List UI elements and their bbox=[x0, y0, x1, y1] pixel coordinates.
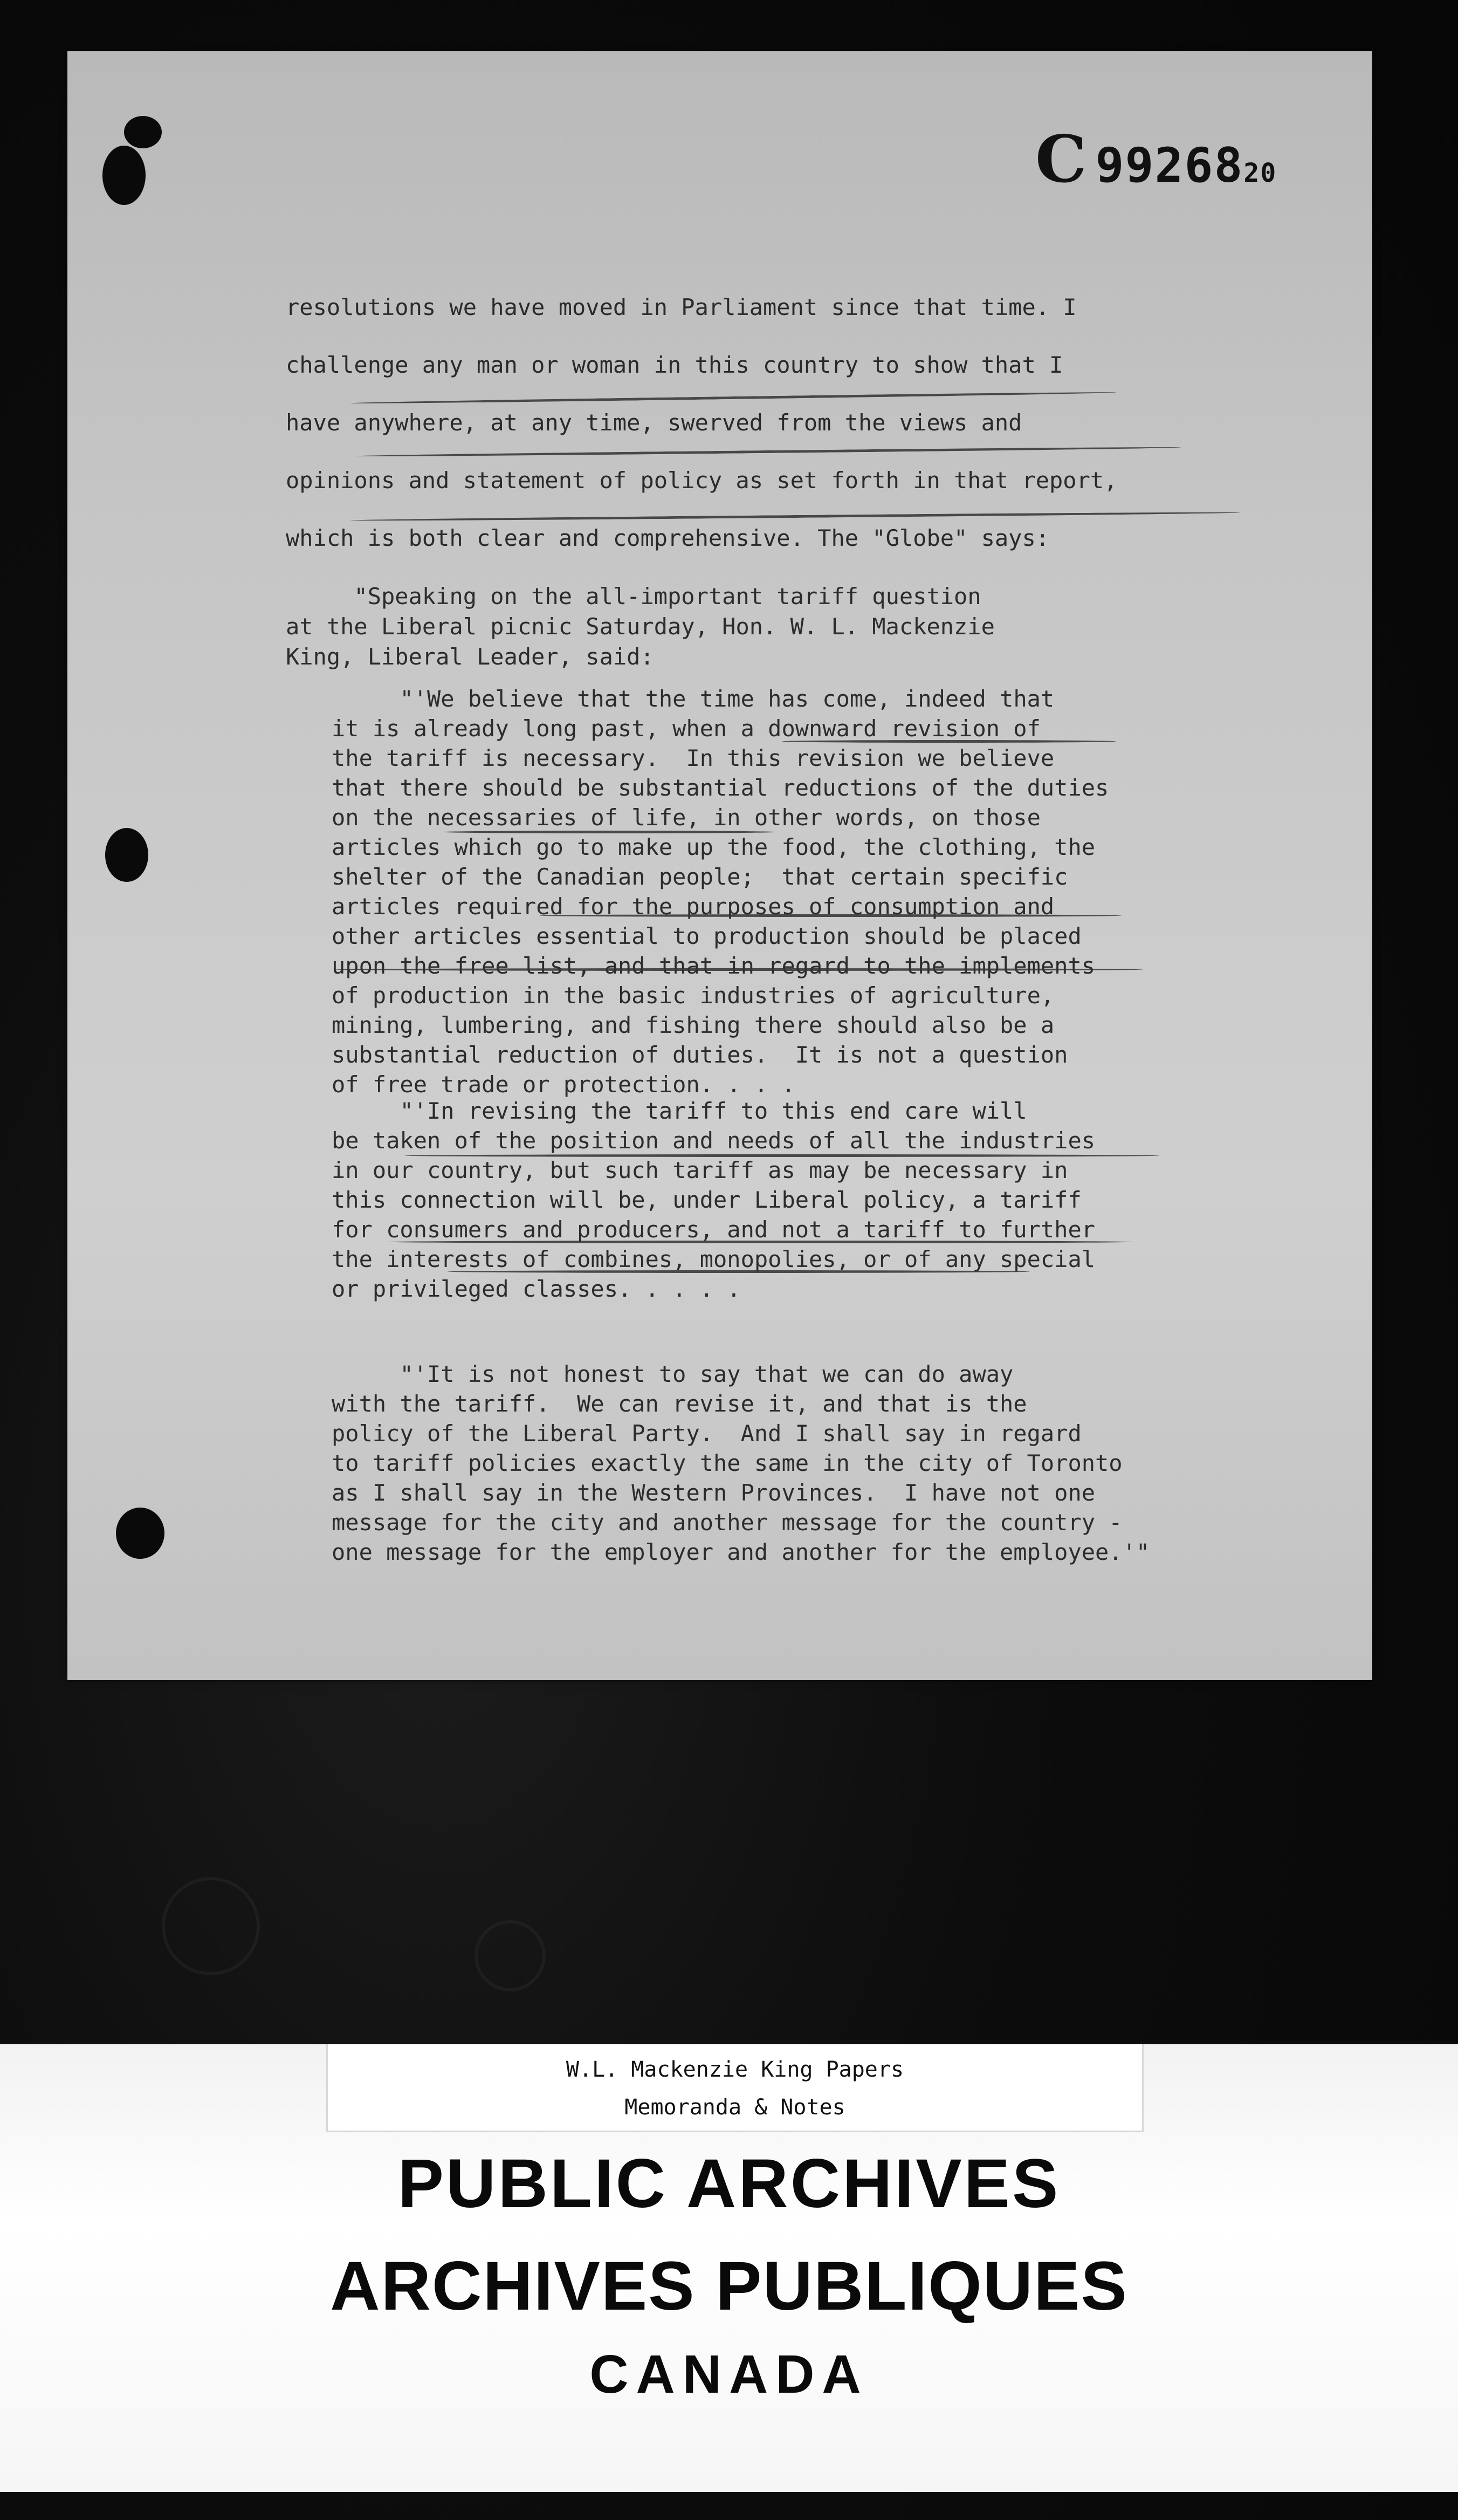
handwritten-underline bbox=[388, 1241, 1132, 1243]
text-line: challenge any man or woman in this country to show that I bbox=[286, 352, 1063, 378]
punch-hole bbox=[105, 828, 148, 882]
handwritten-underline bbox=[448, 1270, 1030, 1273]
archive-title-en: PUBLIC ARCHIVES bbox=[397, 2145, 1061, 2222]
document-number-suffix: 20 bbox=[1243, 158, 1277, 188]
document-number-value: 99268 bbox=[1095, 138, 1244, 193]
collection-tab bbox=[326, 2044, 1144, 2132]
punch-hole bbox=[124, 116, 162, 148]
text-line: resolutions we have moved in Parliament since that time. I bbox=[286, 294, 1077, 320]
intro-quote: "Speaking on the all-important tariff question at the Liberal picnic Saturday, Hon. W. L. Mackenzie King, Liberal Leader, said: bbox=[286, 583, 995, 670]
handwritten-underline bbox=[442, 831, 776, 833]
handwritten-underline bbox=[539, 914, 1122, 917]
film-artifact bbox=[162, 1877, 260, 1975]
handwritten-underline bbox=[404, 1154, 1159, 1157]
series-name: Memoranda & Notes bbox=[624, 2095, 845, 2120]
collection-name: W.L. Mackenzie King Papers bbox=[566, 2057, 904, 2082]
quote-paragraph-2: "'In revising the tariff to this end care will be taken of the position and needs of all the industries in our country, but such tariff as may be necessary in this connection will be, under Liberal policy, a tariff for consumers and producers, and not a tariff to further the interests of combines, monopolies, or of any special or privileged classes. . . . . bbox=[332, 1098, 1096, 1302]
text-line: opinions and statement of policy as set forth in that report, bbox=[286, 467, 1118, 494]
quote-paragraph-1: "'We believe that the time has come, indeed that it is already long past, when a downward revision of the tariff is necessary. In this revision we believe that there should be substantial reductions of the duties on the necessaries of life, in other words, on those articles which go to make up the food, the clothing, the shelter of the Canadian people; that certain specific articles required for the purposes of consumption and other articles essential to production should be placed upon the free list, and that in regard to the implements of production in the basic industries of agriculture, mining, lumbering, and fishing there should also be a substantial reduction of duties. It is not a question of free trade or protection. . . . bbox=[332, 686, 1109, 1098]
opening-paragraph bbox=[286, 294, 1256, 583]
document-number-prefix: C bbox=[1035, 121, 1088, 197]
archive-title-fr: ARCHIVES PUBLIQUES bbox=[330, 2248, 1128, 2325]
punch-hole bbox=[102, 146, 146, 205]
archive-country: CANADA bbox=[589, 2344, 869, 2405]
document-number bbox=[1035, 121, 1277, 197]
handwritten-underline bbox=[782, 740, 1116, 743]
text-line: which is both clear and comprehensive. The "Globe" says: bbox=[286, 525, 1050, 551]
punch-hole bbox=[116, 1508, 164, 1559]
film-artifact bbox=[474, 1920, 546, 1991]
text-line: have anywhere, at any time, swerved from the views and bbox=[286, 409, 1022, 436]
quote-paragraph-3: "'It is not honest to say that we can do away with the tariff. We can revise it, and that is the policy of the Liberal Party. And I shall say in regard to tariff policies exactly the same in the city of Toronto as I shall say in the Western Provinces. I have not one message for the city and another message for the country - one message for the employer and another for the employee.'" bbox=[332, 1361, 1150, 1565]
handwritten-underline bbox=[334, 968, 1143, 971]
